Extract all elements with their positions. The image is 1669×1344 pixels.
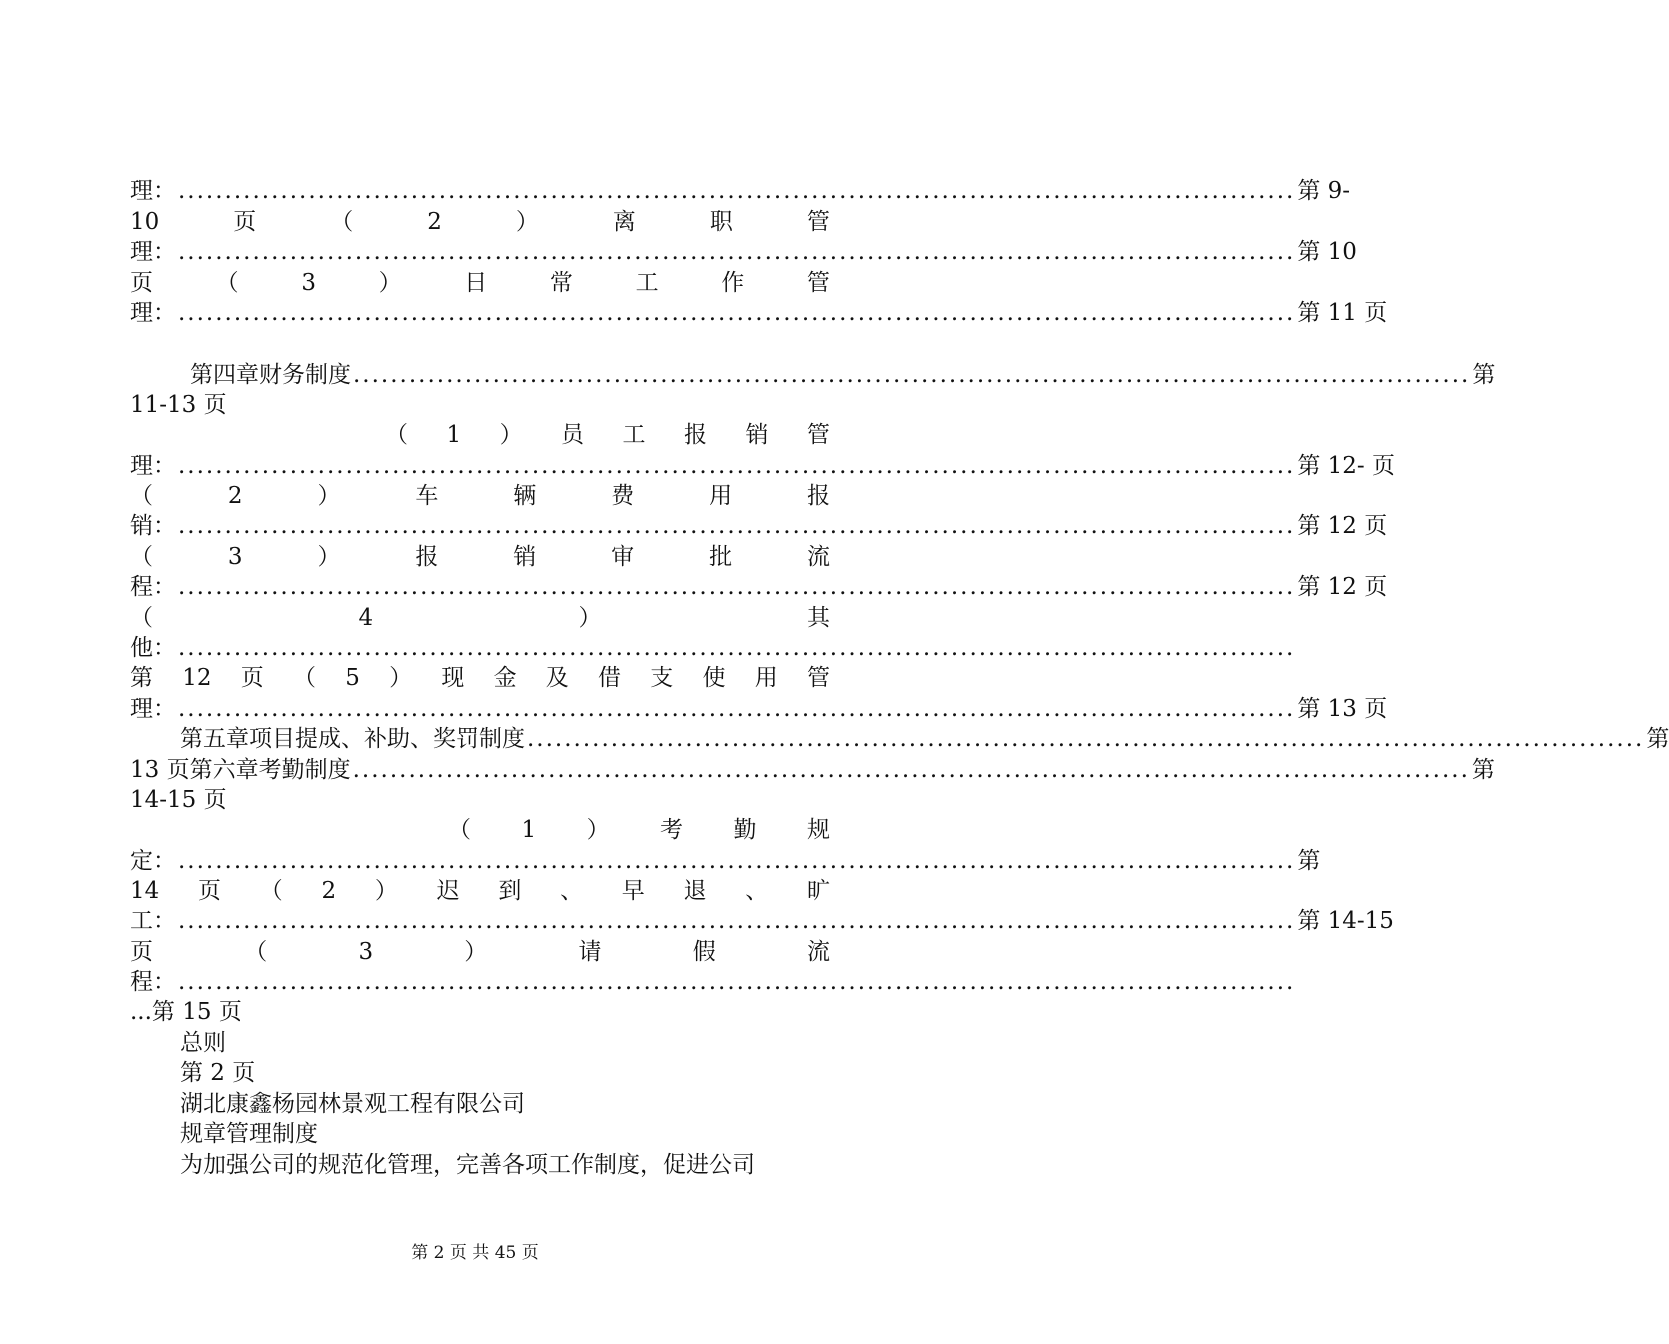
toc-page-ref: 第 9- [1297, 178, 1351, 204]
toc-token: 其 [807, 605, 830, 631]
toc-token: （ [130, 544, 153, 570]
toc-line-spread [448, 815, 830, 845]
toc-token: 常 [549, 270, 573, 296]
toc-token: 1 [521, 817, 537, 843]
toc-token: 请 [578, 939, 602, 965]
toc-lead: 理： [130, 696, 176, 722]
toc-token: 2 [427, 209, 442, 235]
toc-leader-dots: ........................................................................................................................ [178, 635, 1296, 661]
toc-lead: 理： [130, 300, 176, 326]
toc-leader-dots: ........................................................................................................................ [178, 178, 1296, 204]
toc-lead: 程： [130, 969, 176, 995]
toc-token: 页 [130, 270, 153, 296]
toc-token: 支 [650, 665, 674, 691]
toc-leader-dots: ........................................................................................................................ [178, 574, 1296, 600]
toc-page-ref: 第 13 页 [1297, 696, 1388, 722]
toc-lead: 销： [130, 513, 176, 539]
toc-token: 用 [709, 483, 733, 509]
toc-token: （ [292, 665, 316, 691]
toc-line-spread [130, 481, 830, 511]
toc-token: 2 [227, 483, 243, 509]
page-reference: 第 2 页 [180, 1060, 256, 1086]
toc-line [130, 967, 1296, 997]
toc-token: 退 [683, 878, 707, 904]
toc-token: ） [374, 878, 398, 904]
toc-leader-dots: ........................................................................................................................ [178, 239, 1296, 265]
rules-title: 规章管理制度 [180, 1121, 318, 1147]
toc-token: 、 [745, 878, 769, 904]
toc-token: 作 [721, 270, 745, 296]
toc-token: 第 [130, 665, 153, 691]
toc-token: ） [389, 665, 413, 691]
toc-page-ref-line: ...第 15 页 [130, 999, 242, 1025]
toc-token: （ [448, 817, 471, 843]
page-footer: 第 2 页 共 45 页 [411, 1243, 539, 1263]
toc-token: 销 [745, 422, 769, 448]
toc-token: 及 [545, 665, 569, 691]
toc-token: 3 [358, 939, 374, 965]
toc-line-spread [130, 542, 830, 572]
toc-token: 勤 [733, 817, 757, 843]
toc-token: 旷 [807, 878, 830, 904]
toc-line-spread [130, 663, 830, 693]
toc-token: 、 [560, 878, 584, 904]
toc-chapter-title: 第四章财务制度 [190, 362, 351, 388]
toc-token: ） [317, 483, 341, 509]
toc-token: 管 [806, 209, 830, 235]
toc-line [130, 633, 1296, 663]
toc-chapter-title: 13 页第六章考勤制度 [130, 757, 351, 783]
toc-token: （ [215, 270, 239, 296]
toc-token: 页 [130, 939, 153, 965]
toc-token: 借 [598, 665, 622, 691]
toc-chapter-line [130, 724, 1669, 754]
toc-token: ） [515, 209, 539, 235]
toc-page-ref: 第 [1297, 848, 1321, 874]
toc-token: 12 [182, 665, 212, 691]
toc-token: ） [578, 605, 602, 631]
toc-token: 员 [561, 422, 585, 448]
toc-token: 报 [415, 544, 439, 570]
toc-line [130, 511, 1388, 541]
toc-token: 工 [635, 270, 659, 296]
toc-token: ） [464, 939, 488, 965]
toc-token: 离 [612, 209, 636, 235]
toc-token: 规 [806, 817, 830, 843]
toc-token: 车 [415, 483, 439, 509]
toc-token: ） [586, 817, 610, 843]
toc-token: 3 [227, 544, 243, 570]
toc-token: （ [130, 605, 153, 631]
toc-lead: 理： [130, 178, 176, 204]
toc-token: ） [378, 270, 402, 296]
toc-token: 报 [806, 483, 830, 509]
toc-token: 工 [622, 422, 646, 448]
toc-line-spread [130, 876, 830, 906]
toc-leader-dots: ........................................................................................................................ [527, 726, 1645, 752]
toc-chapter-title: 第五章项目提成、补助、奖罚制度 [180, 726, 525, 752]
toc-token: 审 [611, 544, 635, 570]
company-name: 湖北康鑫杨园林景观工程有限公司 [180, 1091, 525, 1117]
section-heading-general: 总则 [180, 1030, 226, 1056]
toc-token: 职 [709, 209, 733, 235]
toc-leader-dots: ........................................................................................................................ [353, 362, 1471, 388]
toc-page-ref: 第 10 [1297, 239, 1357, 265]
toc-leader-dots: ........................................................................................................................ [178, 453, 1296, 479]
toc-leader-dots: ........................................................................................................................ [178, 848, 1296, 874]
toc-token: 1 [446, 422, 462, 448]
toc-leader-dots: ........................................................................................................................ [178, 300, 1296, 326]
toc-leader-dots: ........................................................................................................................ [178, 908, 1296, 934]
toc-token: （ [130, 483, 153, 509]
toc-token: 3 [301, 270, 316, 296]
toc-lead: 程： [130, 574, 176, 600]
toc-token: （ [330, 209, 354, 235]
toc-token: 管 [806, 665, 830, 691]
toc-page-range: 11-13 页 [130, 392, 227, 418]
toc-line-spread [130, 207, 830, 237]
toc-token: （ [385, 422, 408, 448]
toc-token: 费 [611, 483, 635, 509]
toc-page-ref: 第 [1646, 726, 1669, 752]
toc-line [130, 846, 1321, 876]
toc-line-spread [130, 603, 830, 633]
toc-line [130, 451, 1395, 481]
toc-token: 5 [345, 665, 360, 691]
toc-leader-dots: ........................................................................................................................ [178, 969, 1296, 995]
toc-leader-dots: ........................................................................................................................ [178, 696, 1296, 722]
toc-token: 现 [441, 665, 465, 691]
toc-token: 假 [692, 939, 716, 965]
toc-token: 用 [754, 665, 778, 691]
toc-token: 迟 [436, 878, 460, 904]
toc-token: 销 [513, 544, 537, 570]
toc-token: （ [244, 939, 268, 965]
toc-line [130, 694, 1388, 724]
toc-lead: 工： [130, 908, 176, 934]
toc-page-ref: 第 [1471, 757, 1495, 783]
toc-line [130, 237, 1357, 267]
toc-lead: 理： [130, 453, 176, 479]
toc-line [130, 298, 1388, 328]
toc-token: 日 [464, 270, 488, 296]
toc-line [130, 176, 1351, 206]
toc-token: 辆 [513, 483, 537, 509]
toc-leader-dots: ........................................................................................................................ [178, 513, 1296, 539]
toc-token: ） [499, 422, 523, 448]
toc-token: 金 [493, 665, 517, 691]
toc-token: 流 [806, 939, 830, 965]
toc-token: 14 [130, 878, 160, 904]
toc-page-ref: 第 12 页 [1297, 574, 1388, 600]
toc-token: 考 [660, 817, 684, 843]
toc-token: 批 [709, 544, 733, 570]
toc-token: 使 [702, 665, 726, 691]
toc-token: 页 [240, 665, 264, 691]
toc-lead: 定： [130, 848, 176, 874]
toc-token: ） [317, 544, 341, 570]
toc-token: 报 [683, 422, 707, 448]
toc-page-ref: 第 12- 页 [1297, 453, 1395, 479]
toc-token: 2 [321, 878, 337, 904]
toc-token: 早 [621, 878, 645, 904]
toc-page-ref: 第 [1472, 362, 1496, 388]
toc-token: 到 [498, 878, 522, 904]
toc-token: （ [259, 878, 283, 904]
toc-line [130, 906, 1394, 936]
toc-line-spread [385, 420, 830, 450]
toc-lead: 他： [130, 635, 176, 661]
toc-page-ref: 第 11 页 [1297, 300, 1388, 326]
toc-leader-dots: ........................................................................................................................ [352, 757, 1470, 783]
toc-token: 页 [198, 878, 222, 904]
toc-chapter-line [130, 755, 1495, 785]
toc-page-range: 14-15 页 [130, 787, 227, 813]
toc-token: 管 [806, 270, 830, 296]
toc-line [130, 572, 1388, 602]
toc-page-ref: 第 12 页 [1297, 513, 1388, 539]
toc-line-spread [130, 268, 830, 298]
toc-token: 流 [806, 544, 830, 570]
toc-chapter-line [130, 360, 1496, 390]
toc-token: 管 [806, 422, 830, 448]
toc-lead: 理： [130, 239, 176, 265]
toc-line-spread [130, 937, 830, 967]
toc-token: 4 [358, 605, 374, 631]
toc-token: 10 [130, 209, 160, 235]
intro-paragraph: 为加强公司的规范化管理，完善各项工作制度，促进公司 [180, 1152, 755, 1178]
toc-page-ref: 第 14-15 [1297, 908, 1394, 934]
toc-token: 页 [233, 209, 257, 235]
